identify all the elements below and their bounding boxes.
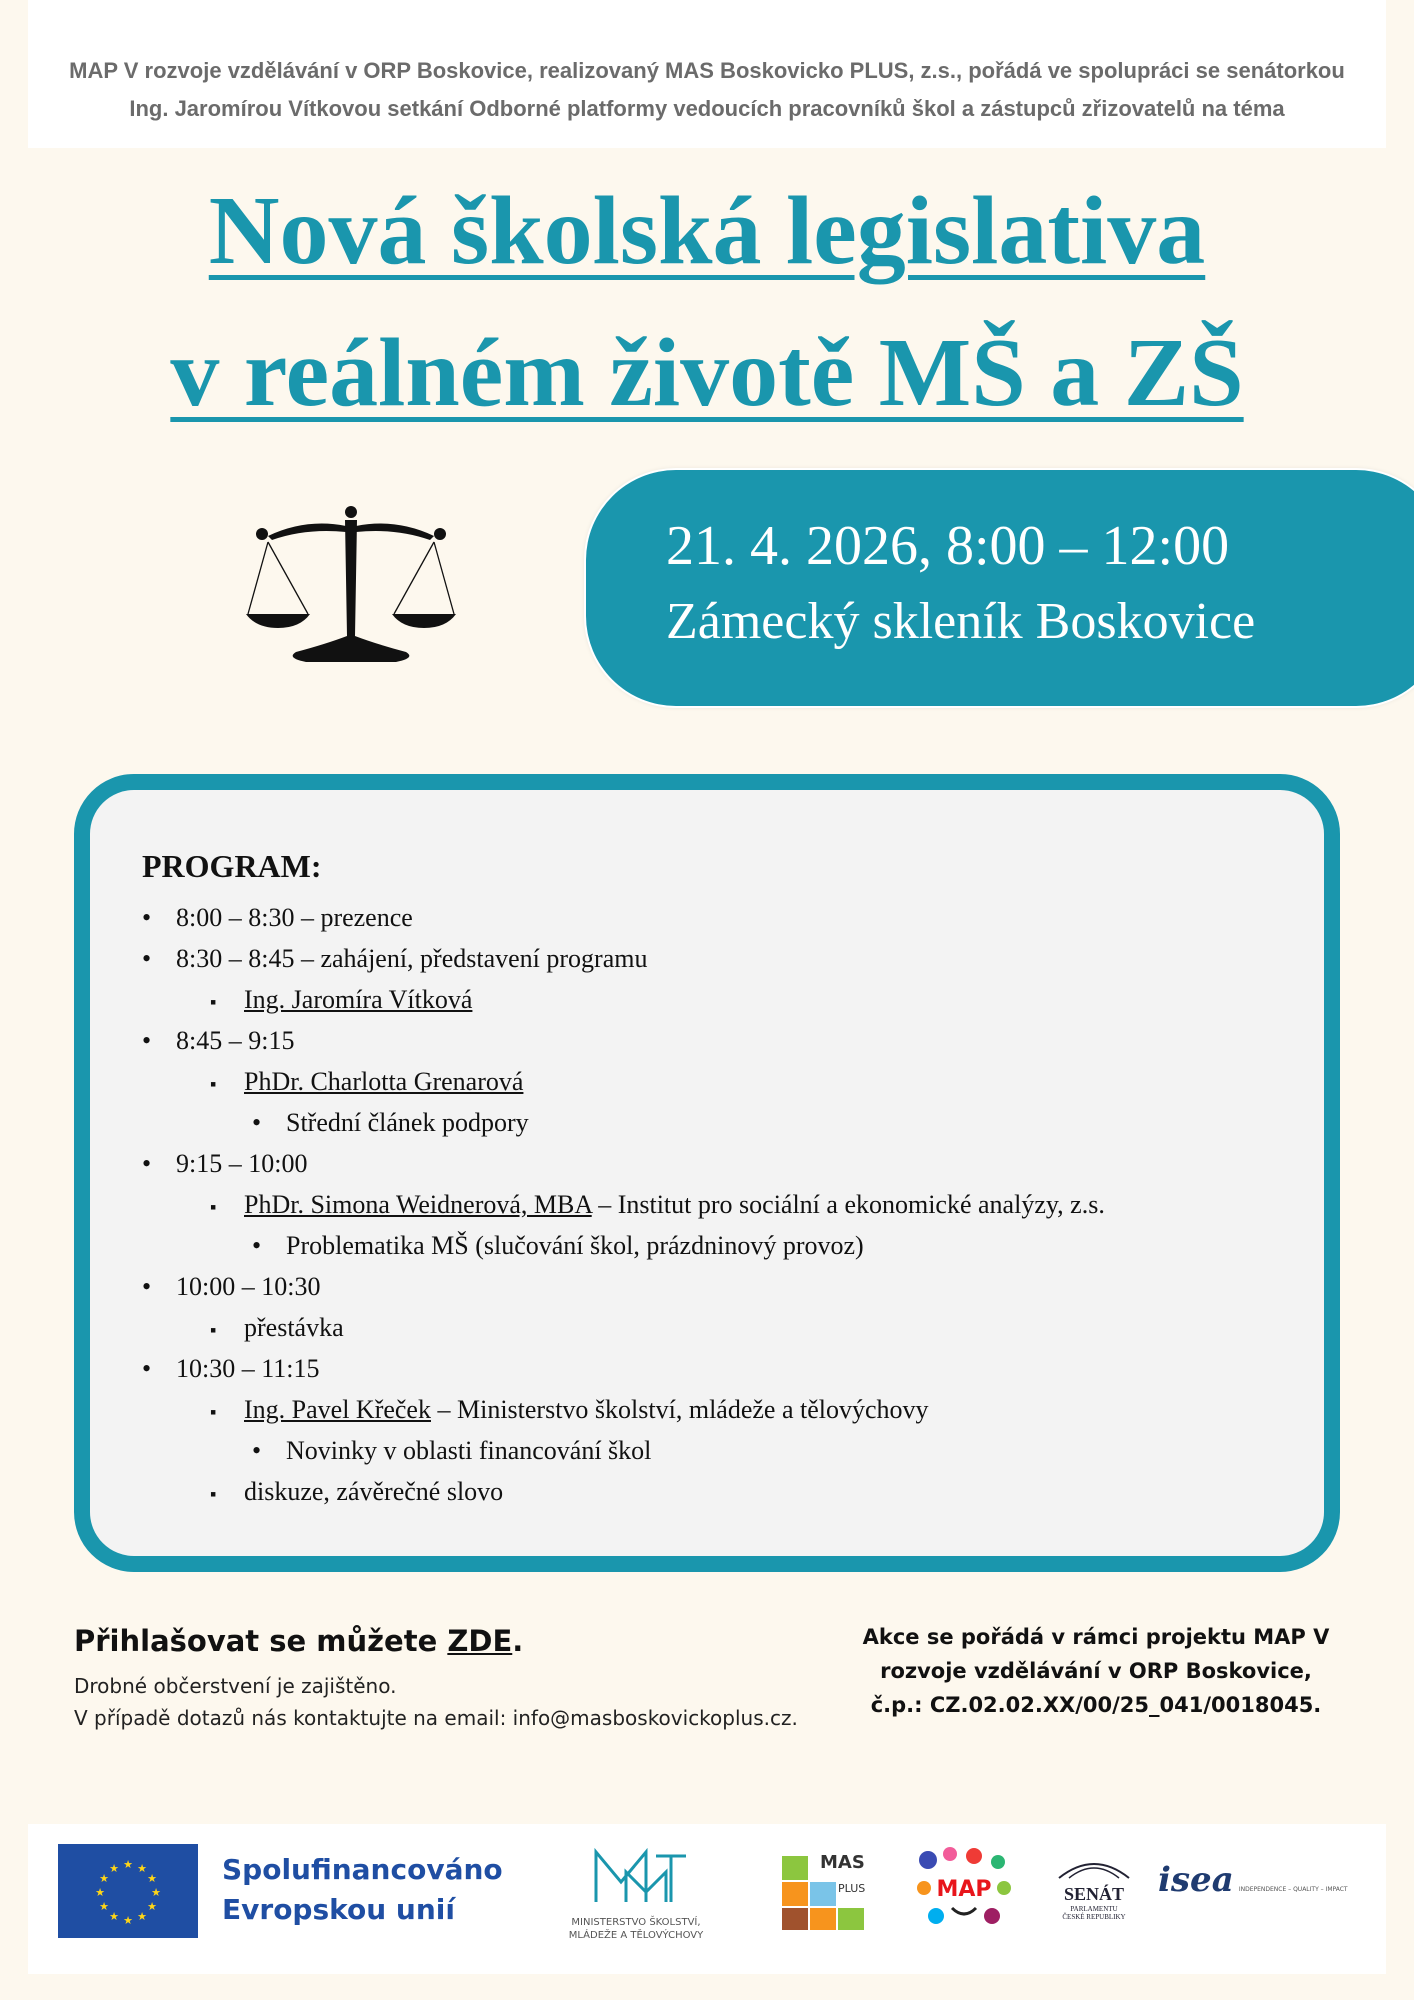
square-bullet-icon — [210, 1394, 244, 1428]
speaker-name: PhDr. Simona Weidnerová, MBA — [244, 1190, 592, 1219]
program-item: •8:30 – 8:45 – zahájení, představení programu — [142, 943, 647, 975]
svg-text:★: ★ — [151, 1886, 161, 1899]
intro-line-1: MAP V rozvoje vzdělávání v ORP Boskovice, realizovaný MAS Boskovicko PLUS, z.s., pořádá ve spolupráci se senátorkou — [69, 58, 1345, 83]
bullet-icon — [142, 1353, 176, 1385]
senat-logo: SENÁT PARLAMENTU ČESKÉ REPUBLIKY — [1044, 1850, 1144, 1940]
svg-text:★: ★ — [137, 1910, 147, 1923]
scales-of-justice-icon — [246, 502, 456, 674]
program-item: •10:00 – 10:30 — [142, 1271, 320, 1303]
msmt-logo: MINISTERSTVO ŠKOLSTVÍ, MLÁDEŽE A TĚLOVÝCHOVY — [536, 1842, 736, 1952]
registration-text: Přihlašovat se můžete ZDE. — [74, 1624, 524, 1658]
square-bullet-icon — [210, 1066, 244, 1100]
bullet-icon — [252, 1230, 286, 1262]
bullet-icon — [142, 902, 176, 934]
square-bullet-icon — [210, 984, 244, 1018]
refreshments-note: Drobné občerstvení je zajištěno. — [74, 1674, 397, 1698]
map-logo — [914, 1844, 1014, 1938]
svg-text:MAS: MAS — [820, 1852, 865, 1873]
program-item: •8:45 – 9:15 — [142, 1025, 294, 1057]
event-venue: Zámecký skleník Boskovice — [666, 593, 1256, 650]
mas-boskovicko-plus-logo — [780, 1848, 880, 1932]
project-info: Akce se pořádá v rámci projektu MAP V rozvoje vzdělávání v ORP Boskovice, č.p.: CZ.02.02.XX/00/25_041/0018045. — [862, 1625, 1330, 1717]
intro-text — [40, 52, 1374, 128]
square-bullet-icon — [210, 1312, 244, 1346]
title-line-2: v reálném životě MŠ a ZŠ — [170, 319, 1244, 427]
square-bullet-icon — [210, 1189, 244, 1223]
isea-logo: isea INDEPENDENCE – QUALITY – IMPACT — [1158, 1860, 1348, 1900]
svg-text:★: ★ — [95, 1886, 105, 1899]
event-datetime: 21. 4. 2026, 8:00 – 12:00 — [666, 515, 1230, 577]
speaker-item — [210, 1189, 1105, 1223]
speaker-affiliation: – Ministerstvo školství, mládeže a tělovýchovy — [430, 1395, 929, 1424]
speaker-item — [210, 1394, 929, 1428]
bullet-icon — [142, 1271, 176, 1303]
square-bullet-icon — [210, 1476, 244, 1510]
bullet-icon — [252, 1107, 286, 1139]
program-subitem: ▪diskuze, závěrečné slovo — [210, 1476, 503, 1510]
contact-note: V případě dotazů nás kontaktujte na email: info@masboskovickoplus.cz. — [74, 1706, 798, 1730]
speaker-name: PhDr. Charlotta Grenarová — [244, 1067, 524, 1096]
program-item: •8:00 – 8:30 – prezence — [142, 902, 413, 934]
speaker-name: Ing. Jaromíra Vítková — [244, 985, 473, 1014]
title-line-1: Nová školská legislativa — [208, 177, 1206, 285]
topic-item: •Střední článek podpory — [252, 1107, 529, 1139]
speaker-affiliation: – Institut pro sociální a ekonomické analýzy, z.s. — [591, 1190, 1105, 1219]
svg-text:PLUS: PLUS — [838, 1882, 866, 1895]
svg-text:★: ★ — [147, 1872, 157, 1885]
svg-text:★: ★ — [109, 1910, 119, 1923]
svg-text:★: ★ — [99, 1900, 109, 1913]
bullet-icon — [142, 943, 176, 975]
program-heading: PROGRAM: — [142, 848, 322, 884]
svg-text:★: ★ — [137, 1862, 147, 1875]
speaker-item — [210, 984, 472, 1018]
svg-text:★: ★ — [99, 1872, 109, 1885]
svg-text:★: ★ — [123, 1858, 133, 1871]
program-subitem: ▪přestávka — [210, 1312, 344, 1346]
topic-item: •Novinky v oblasti financování škol — [252, 1435, 651, 1467]
program-box — [74, 774, 1340, 1572]
bullet-icon — [142, 1025, 176, 1057]
intro-line-2: Ing. Jaromírou Vítkovou setkání Odborné platformy vedoucích pracovníků škol a zástupců zřizovatelů na téma — [129, 96, 1285, 121]
bullet-icon — [252, 1435, 286, 1467]
event-info-box — [586, 470, 1414, 706]
speaker-item — [210, 1066, 523, 1100]
svg-text:MAP: MAP — [936, 1877, 992, 1902]
eu-cofinancing-label: Spolufinancováno Evropskou unií — [222, 1853, 503, 1926]
svg-text:★: ★ — [109, 1862, 119, 1875]
topic-item: •Problematika MŠ (slučování škol, prázdninový provoz) — [252, 1230, 864, 1262]
isea-wordmark-icon: isea — [1158, 1860, 1234, 1900]
msmt-monogram-icon — [576, 1842, 696, 1912]
senat-emblem-icon — [1054, 1850, 1134, 1880]
program-item: •10:30 – 11:15 — [142, 1353, 319, 1385]
logo-footer — [28, 1824, 1386, 1974]
svg-text:★: ★ — [123, 1914, 133, 1927]
speaker-name: Ing. Pavel Křeček — [244, 1395, 431, 1424]
svg-text:★: ★ — [147, 1900, 157, 1913]
registration-link[interactable]: ZDE — [447, 1624, 513, 1658]
bullet-icon — [142, 1148, 176, 1180]
eu-flag-icon — [58, 1844, 198, 1938]
program-item: •9:15 – 10:00 — [142, 1148, 307, 1180]
